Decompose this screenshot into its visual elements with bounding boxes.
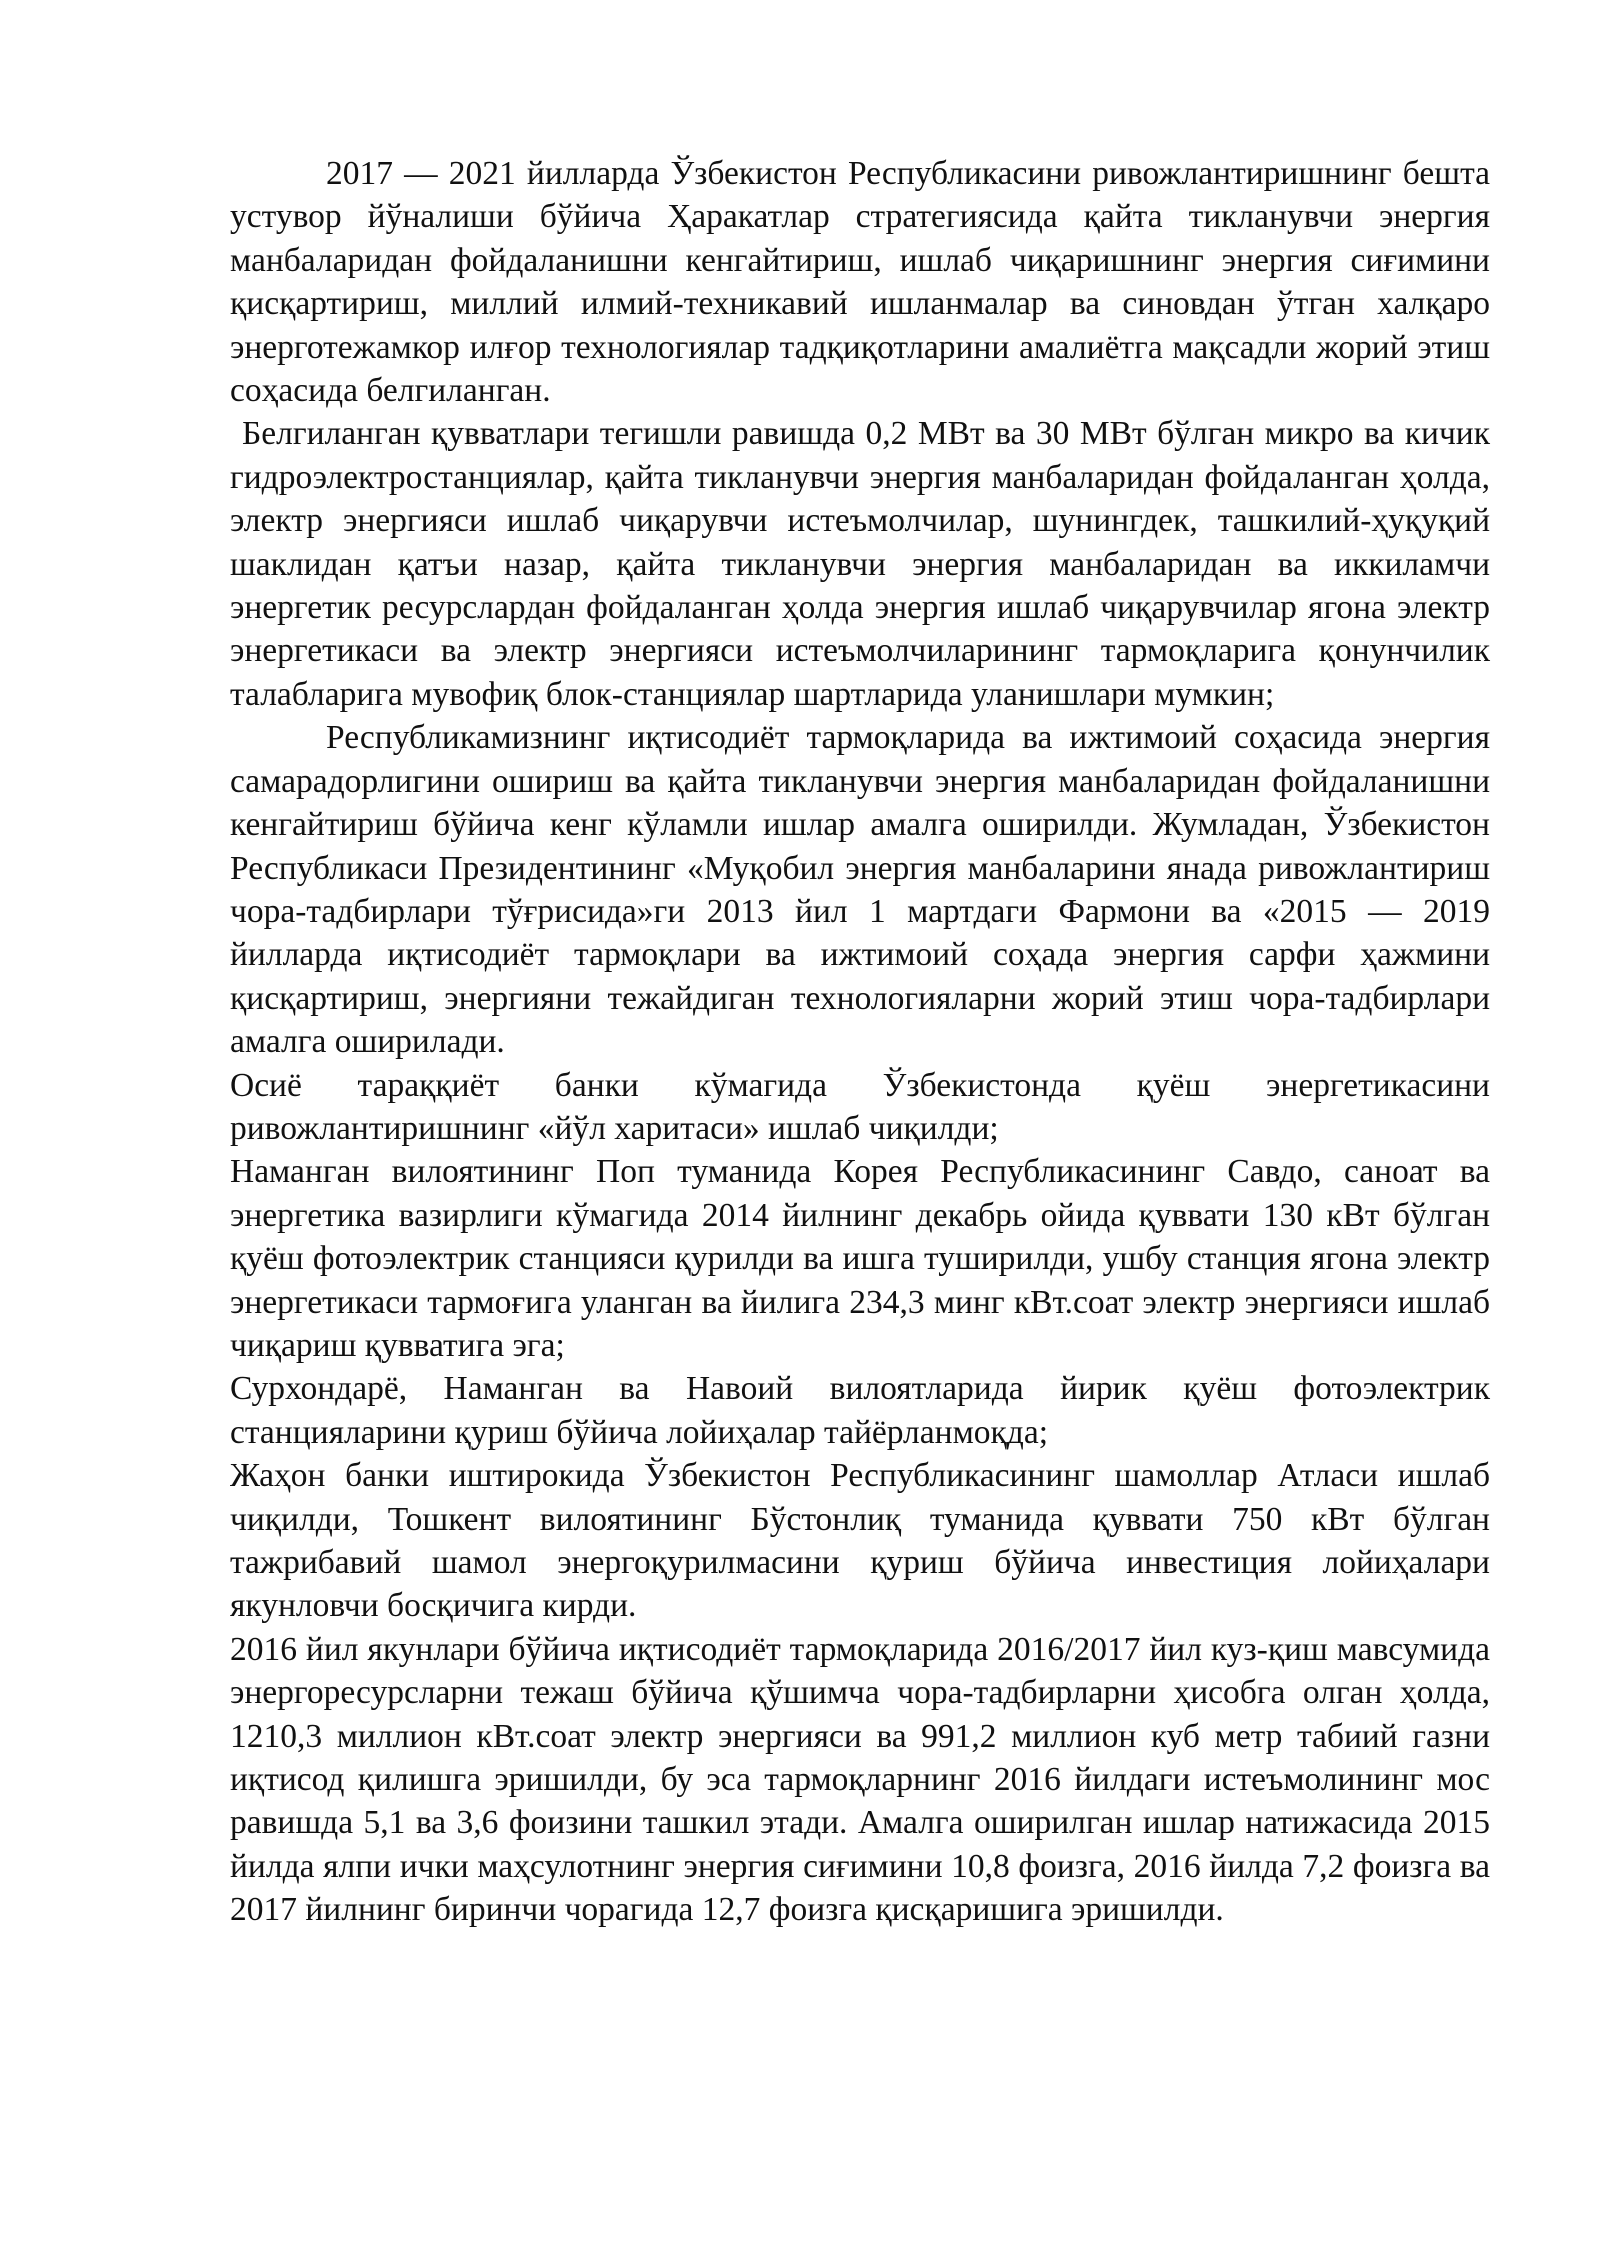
paragraph-adb-roadmap: Осиё тараққиёт банки кўмагида Ўзбекистонда қуёш энергетикасини ривожлантиришнинг «йўл харитаси» ишлаб чиқилди; [230,1066,1490,1147]
paragraph-solar-projects: Сурхондарё, Наманган ва Навоий вилоятларида йирик қуёш фотоэлектрик станцияларини қуриш бўйича лойиҳалар тайёрланмоқда; [230,1370,1490,1451]
paragraph-micro-hydro: Белгиланган қувватлари тегишли равишда 0,2 МВт ва 30 МВт бўлган микро ва кичик гидроэлектростанциялар, қайта тикланувчи энергия манбаларидан фойдаланган ҳолда, электр энергияси ишлаб чиқарувчи истеъмолчилар, шунингдек, ташкилий-ҳуқуқий шаклидан қатъи назар, қайта тикланувчи энергия манбаларидан ва иккиламчи энергетик ресурслардан фойдаланган ҳолда энергия ишлаб чиқарувчилар ягона электр энергетикаси ва электр энергияси истеъмолчиларининг тармоқларига қонунчилик талабларига мувофиқ блок-станциялар шартларида уланишлари мумкин; [230,415,1490,713]
paragraph-namangan-solar: Наманган вилоятининг Поп туманида Корея Республикасининг Савдо, саноат ва энергетика вазирлиги кўмагида 2014 йилнинг декабрь ойида қуввати 130 кВт бўлган қуёш фотоэлектрик станцияси қурилди ва ишга туширилди, ушбу станция ягона электр энергетикаси тармоғига уланган ва йилига 234,3 минг кВт.соат электр энергияси ишлаб чиқариш қувватига эга; [230,1153,1490,1364]
paragraph-energy-efficiency: Республикамизнинг иқтисодиёт тармоқларида ва ижтимоий соҳасида энергия самарадорлигини ошириш ва қайта тикланувчи энергия манбаларидан фойдаланишни кенгайтириш бўйича кенг кўламли ишлар амалга оширилди. Жумладан, Ўзбекистон Республикаси Президентининг «Муқобил энергия манбаларини янада ривожлантириш чора-тадбирлари тўғрисида»ги 2013 йил 1 мартдаги Фармони ва «2015 — 2019 йилларда иқтисодиёт тармоқлари ва ижтимоий соҳада энергия сарфи ҳажмини қисқартириш, энергияни тежайдиган технологияларни жорий этиш чора-тадбирлари амалга оширилади. [230,719,1490,1061]
document-body [230,152,1490,1932]
paragraph-wind-atlas: Жаҳон банки иштирокида Ўзбекистон Республикасининг шамоллар Атласи ишлаб чиқилди, Тошкент вилоятининг Бўстонлиқ туманида қуввати 750 кВт бўлган тажрибавий шамол энергоқурилмасини қуриш бўйича инвестиция лойиҳалари якунловчи босқичига кирди. [230,1457,1490,1625]
paragraph-2016-results: 2016 йил якунлари бўйича иқтисодиёт тармоқларида 2016/2017 йил куз-қиш мавсумида энергоресурсларни тежаш бўйича қўшимча чора-тадбирларни ҳисобга олган ҳолда, 1210,3 миллион кВт.соат электр энергияси ва 991,2 миллион куб метр табиий газни иқтисод қилишга эришилди, бу эса тармоқларнинг 2016 йилдаги истеъмолининг мос равишда 5,1 ва 3,6 фоизини ташкил этади. Амалга оширилган ишлар натижасида 2015 йилда ялпи ички маҳсулотнинг энергия сиғимини 10,8 фоизга, 2016 йилда 7,2 фоизга ва 2017 йилнинг биринчи чорагида 12,7 фоизга қисқаришига эришилди. [230,1630,1490,1929]
paragraph-strategy: 2017 — 2021 йилларда Ўзбекистон Республикасини ривожлантиришнинг бешта устувор йўналиши бўйича Ҳаракатлар стратегиясида қайта тикланувчи энергия манбаларидан фойдаланишни кенгайтириш, ишлаб чиқаришнинг энергия сиғимини қисқартириш, миллий илмий-техникавий ишланмалар ва синовдан ўтган халқаро энерготежамкор илғор технологиялар тадқиқотларини амалиётга мақсадли жорий этиш соҳасида белгиланган. [230,155,1490,410]
